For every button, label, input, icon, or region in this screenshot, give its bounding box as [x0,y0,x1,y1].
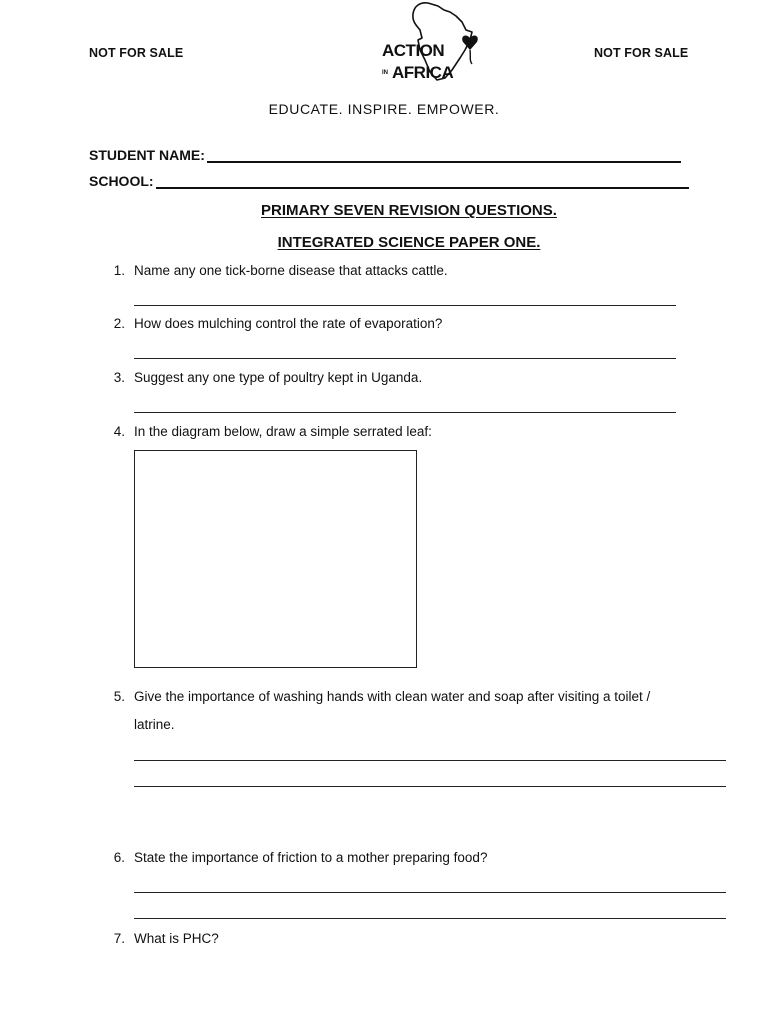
diagram-drawing-box[interactable] [134,450,417,668]
answer-line[interactable] [134,412,676,413]
logo-text-in: IN [382,70,388,76]
question-number: 1. [113,263,125,278]
question-number: 7. [113,931,125,946]
tagline: EDUCATE. INSPIRE. EMPOWER. [268,101,500,117]
answer-line[interactable] [134,760,726,761]
answer-line[interactable] [134,918,726,919]
question-text: In the diagram below, draw a simple serrated leaf: [134,424,432,439]
question-text-continued: latrine. [134,717,175,732]
school-label: SCHOOL: [89,173,154,189]
question-number: 5. [113,689,125,704]
question-number: 4. [113,424,125,439]
question-number: 2. [113,316,125,331]
school-field[interactable] [89,173,689,189]
student-name-label: STUDENT NAME: [89,147,205,163]
africa-outline-icon [370,0,490,86]
answer-line[interactable] [134,892,726,893]
logo-text-africa: AFRICA [392,63,454,82]
answer-line[interactable] [134,358,676,359]
question-text: Give the importance of washing hands with clean water and soap after visiting a toilet / [134,689,651,704]
student-name-line[interactable] [207,149,681,163]
logo-text-action: ACTION [382,41,445,60]
student-name-field[interactable] [89,147,681,163]
not-for-sale-right: NOT FOR SALE [594,46,689,60]
school-line[interactable] [156,175,689,189]
page-title: PRIMARY SEVEN REVISION QUESTIONS. [261,202,557,219]
not-for-sale-left: NOT FOR SALE [89,46,184,60]
question-text: State the importance of friction to a mother preparing food? [134,850,488,865]
question-number: 6. [113,850,125,865]
answer-line[interactable] [134,786,726,787]
question-text: Name any one tick-borne disease that attacks cattle. [134,263,448,278]
question-text: How does mulching control the rate of evaporation? [134,316,443,331]
question-number: 3. [113,370,125,385]
answer-line[interactable] [134,305,676,306]
question-text: Suggest any one type of poultry kept in Uganda. [134,370,423,385]
question-text: What is PHC? [134,931,219,946]
page-subtitle: INTEGRATED SCIENCE PAPER ONE. [277,234,541,251]
action-in-africa-logo [370,0,490,86]
